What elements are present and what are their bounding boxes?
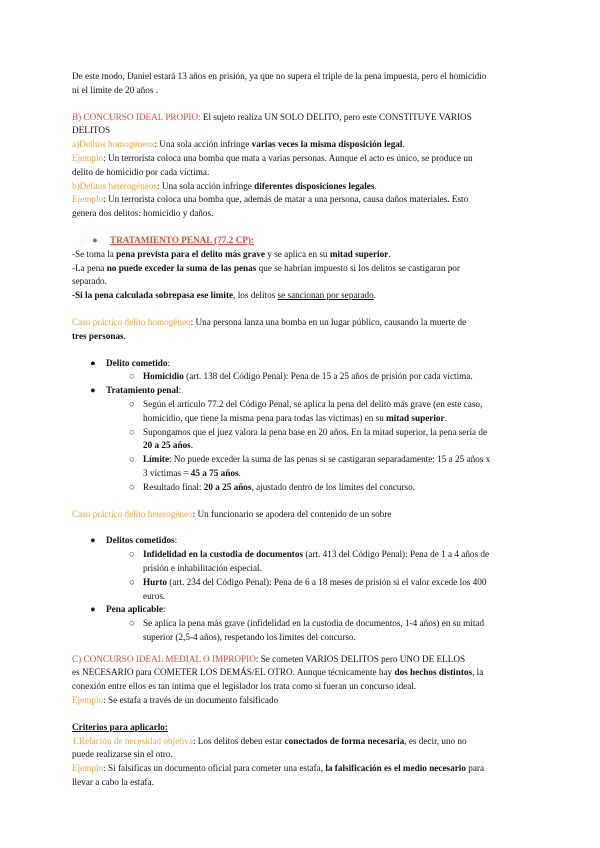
sub-list-item-cont: euros. (143, 590, 166, 601)
example-line: llevar a cabo la estafa. (72, 777, 154, 788)
sub-list-item: ○ Límite: No puede exceder la suma de las penas si se castigaran separadamente: 15 a 25 años x (72, 453, 528, 467)
section-c-definition: conexión entre ellos es tan íntima que el legislador los trata como si fueran un concurso ideal. (72, 681, 417, 692)
section-b-definition: B) CONCURSO IDEAL PROPIO: El sujeto realiza UN SOLO DELITO, pero este CONSTITUYE VARIOS (72, 111, 472, 122)
criteria-item: 1.Relación de necesidad objetiva: Los delitos deben estar conectados de forma necesaria, es decir, uno no (72, 735, 467, 746)
example-line: Ejemplo: Un terrorista coloca una bomba que mata a varias personas. Aunque el acto es único, se produce un (72, 152, 473, 163)
bullet-icon: ● (90, 357, 96, 368)
section-c-title: C) CONCURSO IDEAL MEDIAL O IMPROPIO (72, 653, 256, 664)
sub-list-item-cont: superior (2,5-4 años), respetando los límites del concurso. (143, 631, 356, 642)
bullet-icon: ● (90, 604, 96, 615)
example-line: genera dos delitos: homicidio y daños. (72, 208, 214, 219)
sub-list-item: ○ Según el artículo 77.2 del Código Penal, se aplica la pena del delito más grave (en este caso, (72, 398, 528, 412)
example-line: delito de homicidio por cada víctima. (72, 166, 210, 177)
circle-bullet-icon: ○ (129, 426, 135, 437)
section-b-definition: DELITOS (72, 125, 111, 136)
treatment-heading: ● TRATAMIENTO PENAL (77.2 CP): (72, 234, 528, 248)
treatment-rule: -Si la pena calculada sobrepasa ese límite, los delitos se sancionan por separado. (72, 290, 377, 301)
sub-list-item: ○ Hurto (art. 234 del Código Penal): Pena de 6 a 18 meses de prisión si el valor excede los 400 (72, 576, 528, 590)
sub-list-item: ○ Homicidio (art. 138 del Código Penal): Pena de 15 a 25 años de prisión por cada víctima. (72, 370, 528, 384)
intro-line: De este modo, Daniel estará 13 años en prisión, ya que no supera el triple de la pena impuesta, pero el homicidio (72, 71, 487, 81)
homogeneous-definition: a)Delitos homogéneos: Una sola acción infringe varias veces la misma disposición legal. (72, 139, 405, 150)
circle-bullet-icon: ○ (129, 398, 135, 409)
section-b-title: B) CONCURSO IDEAL PROPIO: (72, 111, 201, 122)
treatment-rule: -Se toma la pena prevista para el delito más grave y se aplica en su mitad superior. (72, 248, 391, 259)
sub-list-item: ○ Resultado final: 20 a 25 años, ajustado dentro de los límites del concurso. (72, 481, 528, 495)
bullet-icon: ● (92, 234, 98, 245)
case-heterogeneous-intro: Caso práctico delito heterogéneo: Un funcionario se apodera del contenido de un sobre (72, 508, 392, 519)
sub-list-item-cont: 3 víctimas = 45 a 75 años. (143, 467, 241, 478)
treatment-rule: -La pena no puede exceder la suma de las penas que se habrían impuesto si los delitos se castigaran por (72, 262, 460, 273)
heterogeneous-definition: b)Delitos heterogéneos: Una sola acción infringe diferentes disposiciones legales. (72, 180, 377, 191)
criteria-heading: Criterios para aplicarlo: (72, 721, 168, 732)
case-homogeneous-intro: Caso práctico delito homogéneo: Una persona lanza una bomba en un lugar público, causando la muerte de (72, 316, 467, 327)
section-c-definition: es NECESARIO para COMETER LOS DEMÁS/EL OTRO. Aunque técnicamente hay dos hechos distintos, la (72, 667, 484, 678)
sub-list-item-cont: prisión e inhabilitación especial. (143, 562, 262, 573)
circle-bullet-icon: ○ (129, 371, 135, 382)
list-item: ● Delito cometido: (72, 357, 528, 371)
circle-bullet-icon: ○ (129, 618, 135, 629)
circle-bullet-icon: ○ (129, 549, 135, 560)
intro-line: ni el límite de 20 años . (72, 84, 158, 95)
document-page (72, 70, 528, 790)
sub-list-item: ○ Supongamos que el juez valora la pena base en 20 años. En la mitad superior, la pena sería de (72, 426, 528, 440)
bullet-icon: ● (90, 385, 96, 396)
section-c-definition: C) CONCURSO IDEAL MEDIAL O IMPROPIO: Se cometen VARIOS DELITOS pero UNO DE ELLOS (72, 653, 466, 664)
list-item: ● Pena aplicable: (72, 603, 528, 617)
criteria-item: puede realizarse sin el otro. (72, 749, 173, 760)
bullet-icon: ● (90, 535, 96, 546)
circle-bullet-icon: ○ (129, 454, 135, 465)
list-item: ● Tratamiento penal: (72, 384, 528, 398)
case-homogeneous-intro: tres personas. (72, 330, 126, 341)
treatment-rule: separado. (72, 276, 107, 287)
sub-list-item: ○ Se aplica la pena más grave (infidelidad en la custodia de documentos, 1-4 años) en su mitad (72, 617, 528, 631)
example-line: Ejemplo: Un terrorista coloca una bomba que, además de matar a una persona, causa daños materiales. Esto (72, 194, 469, 205)
sub-list-item-cont: homicidio, que tiene la misma pena para todas las víctimas) en su mitad superior. (143, 412, 447, 423)
sub-list-item: ○ Infidelidad en la custodia de documentos (art. 413 del Código Penal): Pena de 1 a 4 años de (72, 548, 528, 562)
circle-bullet-icon: ○ (129, 481, 135, 492)
example-line: Ejemplo: Si falsificas un documento oficial para cometer una estafa, la falsificación es el medio necesario para (72, 763, 485, 774)
list-item: ● Delitos cometidos: (72, 534, 528, 548)
example-line: Ejemplo: Se estafa a través de un documento falsificado (72, 695, 279, 706)
sub-list-item-cont: 20 a 25 años. (143, 440, 194, 451)
circle-bullet-icon: ○ (129, 576, 135, 587)
